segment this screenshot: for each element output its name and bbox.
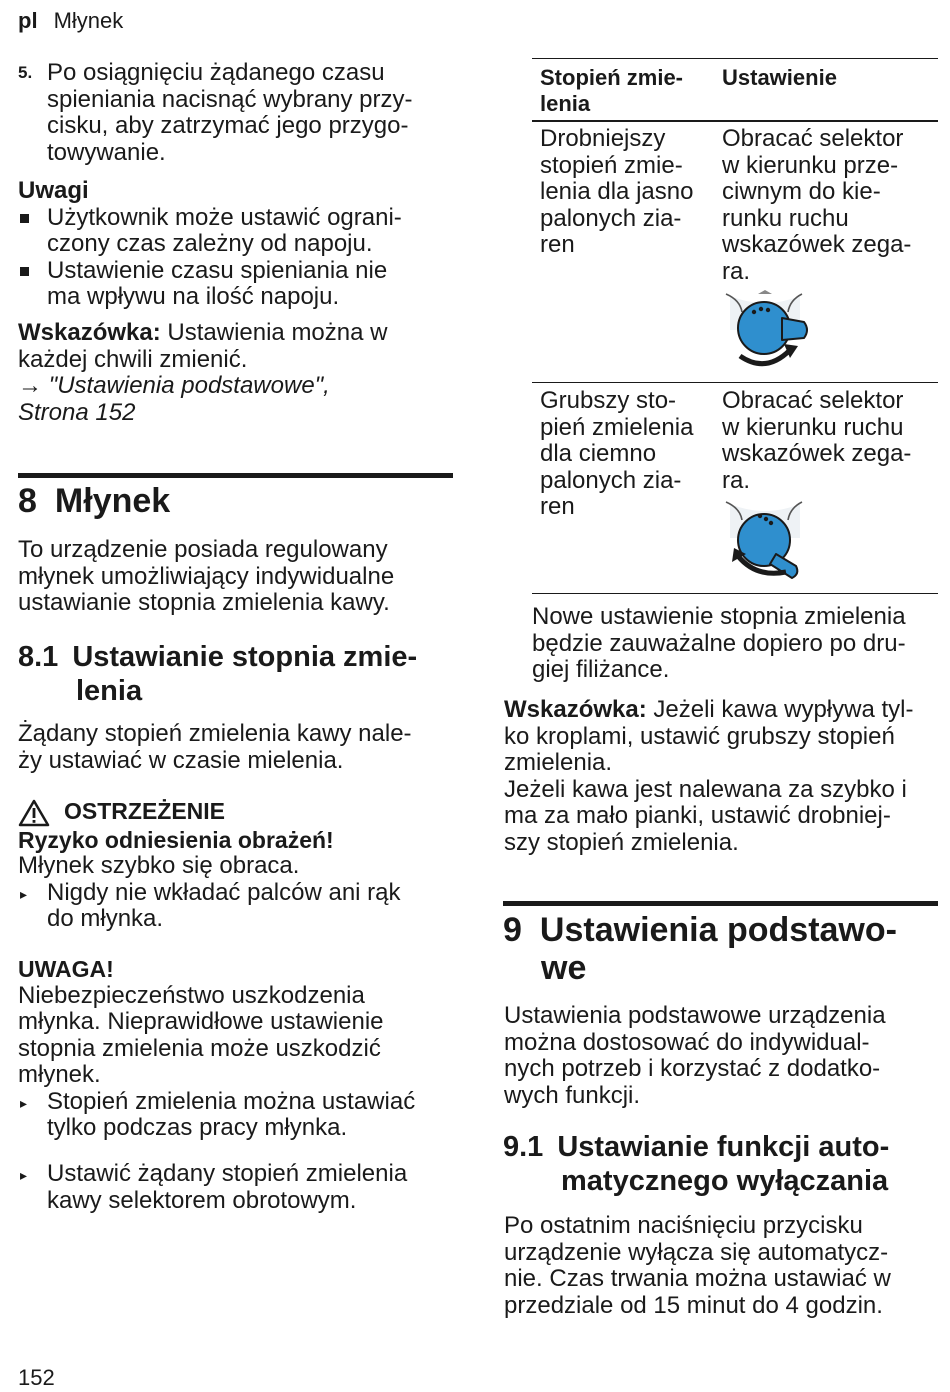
cell-line: lenia dla jasno (540, 178, 694, 205)
list-item (18, 258, 458, 311)
section-number: 8 (18, 482, 37, 520)
paragraph-line: nych potrzeb i korzystać z dodatko- (504, 1055, 881, 1082)
section-title: Młynek (54, 482, 171, 520)
cell-line: Drobniejszy (540, 125, 666, 152)
cell-line: palonych zia- (540, 204, 682, 232)
section-title: Ustawianie funkcji auto- (557, 1131, 890, 1163)
instruction-line: Ustawić żądany stopień zmielenia (47, 1160, 408, 1187)
header-line: Stopień zmie- (540, 65, 684, 90)
warning-text: Młynek szybko się obraca. (18, 852, 300, 880)
caution-line: młynka. Nieprawidłowe ustawienie (18, 1008, 384, 1035)
section-8-intro (18, 537, 458, 617)
caution-block (18, 956, 458, 1142)
hint-line: Jeżeli kawa wypływa tyl- (646, 696, 914, 723)
step-line: Po osiągnięciu żądanego czasu (47, 59, 385, 86)
bullet-triangle-icon: ▸ (20, 1094, 28, 1111)
table-bottom-rule (532, 593, 938, 594)
bullet-square-icon (20, 214, 29, 223)
cell-line: palonych zia- (540, 466, 682, 494)
header-title: Młynek (53, 8, 124, 33)
table-note (532, 604, 942, 684)
list-item (18, 1089, 458, 1142)
step-line: spieniania nacisnąć wybrany przy- (47, 85, 413, 113)
cell-line: ra. (722, 257, 751, 285)
cell-line: ra. (722, 466, 751, 494)
note-line: Użytkownik może ustawić ograni- (47, 203, 402, 231)
selector-clockwise-icon (720, 498, 810, 584)
table-row-coarse-grade (540, 388, 715, 521)
caution-line: stopnia zmielenia może uszkodzić (18, 1034, 381, 1062)
notes-block (18, 178, 458, 311)
warning-subtitle: Ryzyko odniesienia obrażeń! (18, 826, 334, 853)
cell-line: ren (540, 231, 575, 258)
section-9-1-text (504, 1213, 944, 1319)
cell-line: wskazówek zega- (722, 440, 912, 467)
cell-line: Grubszy sto- (540, 387, 677, 414)
table-row-coarse-setting (722, 388, 937, 494)
hint-line: Jeżeli kawa jest nalewana za szybko i (504, 775, 907, 803)
hint-text: Ustawienia można w (160, 319, 388, 346)
header-line: lenia (540, 91, 591, 116)
table-row-fine-setting (722, 126, 937, 285)
instruction-line: kawy selektorem obrotowym. (47, 1186, 357, 1214)
cell-line: wskazówek zega- (722, 231, 912, 258)
hint-line: ma za mało pianki, ustawić drobniej- (504, 802, 891, 829)
paragraph-line: Ustawienia podstawowe urządzenia (504, 1002, 886, 1029)
note-line: ma wpływu na ilość napoju. (47, 283, 340, 310)
bullet-triangle-icon: ▸ (20, 885, 28, 902)
table-top-rule (532, 58, 938, 59)
table-row-rule (532, 382, 938, 383)
section-title: we (541, 949, 587, 987)
paragraph-line: młynek umożliwiający indywidualne (18, 562, 395, 590)
cross-reference-page[interactable]: Strona 152 (18, 398, 136, 426)
section-title: Ustawianie stopnia zmie- (72, 641, 418, 673)
caution-item-line: Stopień zmielenia można ustawiać (47, 1087, 416, 1115)
cell-line: ciwnym do kie- (722, 178, 881, 205)
section-rule (503, 901, 938, 906)
section-8-1-heading (18, 640, 458, 708)
paragraph-line: można dostosować do indywidual- (504, 1028, 870, 1056)
cell-line: dla ciemno (540, 440, 657, 467)
caution-line: młynek. (18, 1061, 101, 1088)
section-9-1-heading (503, 1130, 943, 1198)
notes-title: Uwagi (18, 177, 89, 204)
paragraph-line: To urządzenie posiada regulowany (18, 536, 388, 563)
section-title: lenia (76, 675, 143, 707)
caution-item-line: tylko podczas pracy młynka. (47, 1114, 348, 1141)
selector-counterclockwise-icon (720, 290, 810, 374)
page-number: 152 (18, 1365, 55, 1390)
cell-line: Obracać selektor (722, 387, 904, 414)
paragraph-line: przedziale od 15 minut do 4 godzin. (504, 1291, 883, 1319)
cell-line: w kierunku prze- (722, 151, 899, 179)
paragraph-line: Po ostatnim naciśnięciu przycisku (504, 1212, 863, 1239)
section-8-1-text (18, 721, 458, 774)
note-line: giej filiżance. (532, 656, 670, 683)
page-header (18, 8, 123, 34)
section-title: Ustawienia podstawo- (539, 911, 897, 949)
paragraph-line: Żądany stopień zmielenia kawy nale- (18, 720, 412, 747)
caution-title: UWAGA! (18, 956, 114, 982)
section-9-heading (503, 911, 943, 987)
note-line: Nowe ustawienie stopnia zmielenia (532, 603, 906, 630)
cell-line: stopień zmie- (540, 151, 683, 179)
bullet-square-icon (20, 267, 29, 276)
instruction-step (18, 1161, 458, 1214)
warning-title: OSTRZEŻENIE (64, 798, 226, 824)
cross-reference-link[interactable]: → "Ustawienia podstawowe", (18, 372, 330, 399)
table-header-rule (532, 120, 938, 122)
hint-text: każdej chwili zmienić. (18, 345, 248, 373)
step-line: cisku, aby zatrzymać jego przygo- (47, 112, 409, 139)
section-number: 9.1 (503, 1131, 544, 1163)
hint-line: ko kroplami, ustawić grubszy stopień (504, 722, 895, 750)
paragraph-line: urządzenie wyłącza się automatycz- (504, 1238, 889, 1266)
list-item (18, 880, 458, 933)
hint-block-2 (504, 697, 944, 856)
paragraph-line: ży ustawiać w czasie mielenia. (18, 746, 344, 774)
paragraph-line: nie. Czas trwania można ustawiać w (504, 1265, 891, 1292)
cell-line: runku ruchu (722, 204, 849, 232)
warning-triangle-icon (18, 799, 50, 827)
section-number: 8.1 (18, 641, 59, 673)
section-9-intro (504, 1003, 944, 1109)
paragraph-line: wych funkcji. (504, 1081, 641, 1109)
cell-line: Obracać selektor (722, 125, 904, 152)
table-header-setting: Ustawienie (722, 65, 837, 90)
section-number: 9 (503, 911, 522, 949)
paragraph-line: ustawianie stopnia zmielenia kawy. (18, 589, 390, 616)
cell-line: ren (540, 493, 575, 520)
table-header-grade (540, 65, 715, 117)
cell-line: pień zmielenia (540, 413, 694, 441)
section-8-heading (18, 482, 170, 520)
hint-label: Wskazówka: (504, 696, 647, 723)
warning-block (18, 798, 458, 933)
note-line: czony czas zależny od napoju. (47, 230, 373, 257)
hint-line: szy stopień zmielenia. (504, 828, 739, 856)
step-line: towywanie. (47, 138, 166, 166)
cell-line: w kierunku ruchu (722, 413, 904, 441)
note-line: Ustawienie czasu spieniania nie (47, 256, 388, 284)
note-line: będzie zauważalne dopiero po dru- (532, 629, 906, 657)
hint-line: zmielenia. (504, 749, 613, 776)
bullet-triangle-icon: ▸ (20, 1167, 28, 1183)
section-rule (18, 473, 453, 478)
hint-block (18, 320, 458, 426)
table-row-fine-grade (540, 126, 715, 259)
list-item (18, 205, 458, 258)
step-5 (18, 60, 458, 166)
caution-line: Niebezpieczeństwo uszkodzenia (18, 981, 365, 1009)
language-code: pl (18, 8, 38, 33)
warning-item-line: do młynka. (47, 905, 164, 933)
section-title: matycznego wyłączania (561, 1165, 889, 1197)
warning-item-line: Nigdy nie wkładać palców ani rąk (47, 878, 401, 906)
step-number: 5. (18, 63, 33, 82)
hint-label: Wskazówka: (18, 319, 161, 346)
